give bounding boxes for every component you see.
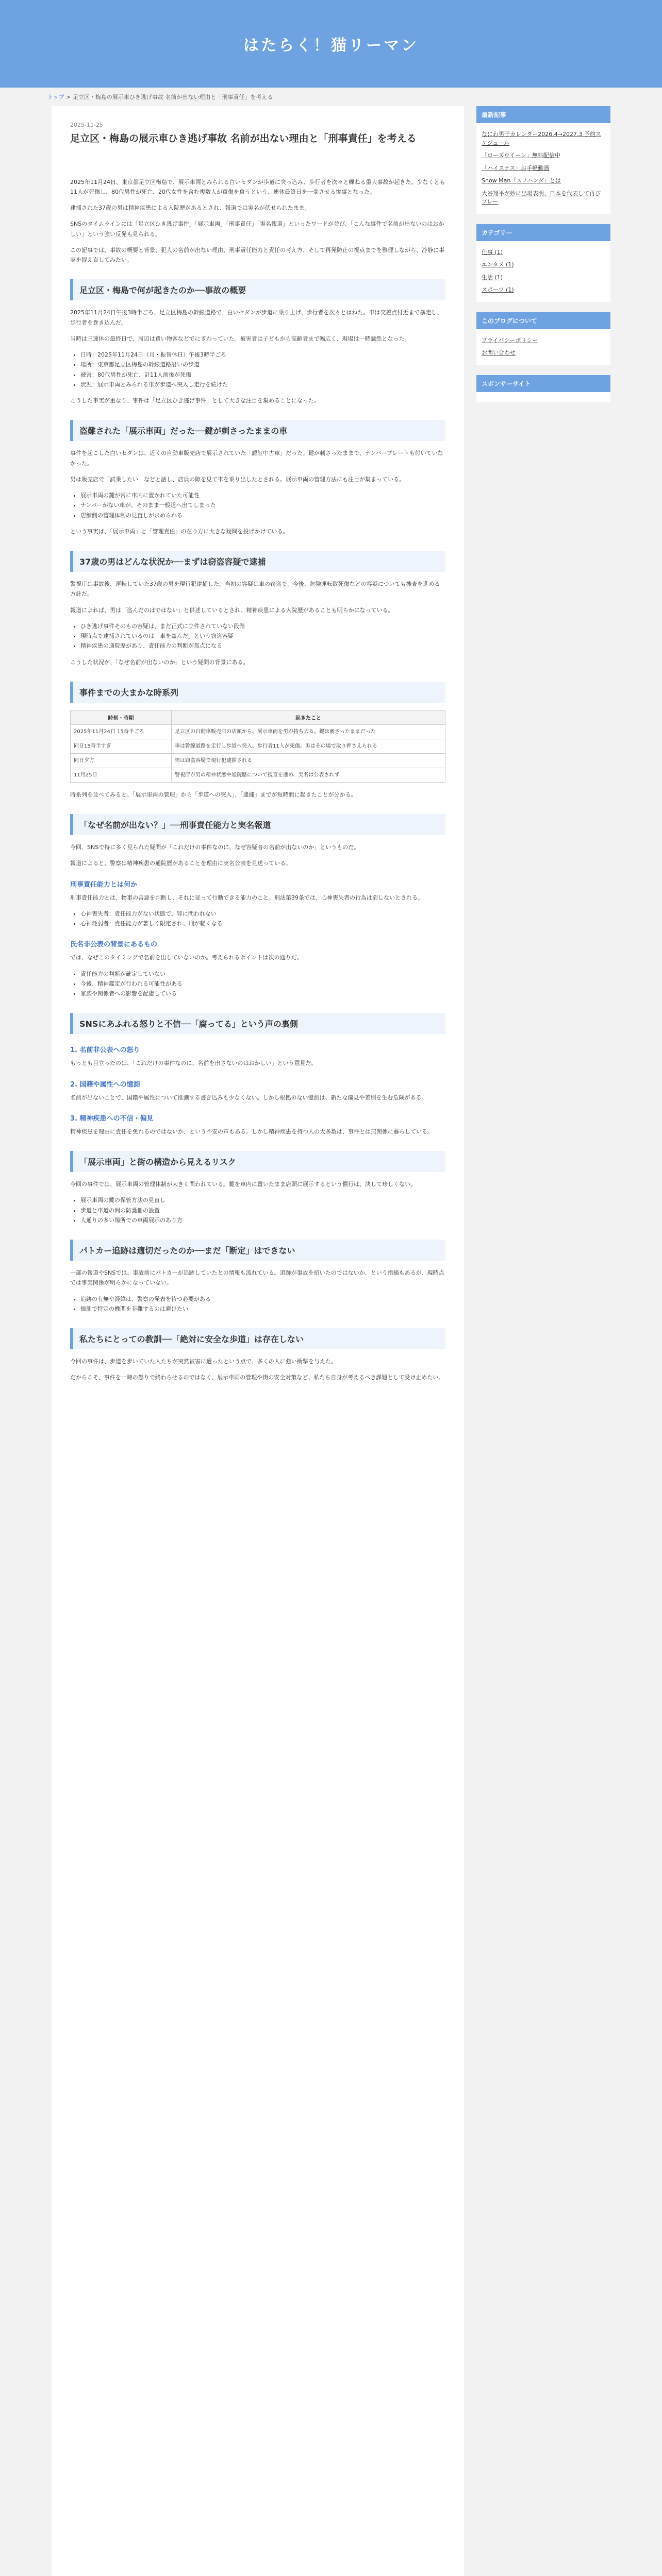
bullet-list — [80, 909, 445, 929]
category-widget — [476, 224, 610, 302]
paragraph: 時系列を並べてみると、「展示車両の管理」から「歩道への突入」、「逮捕」までが短時間に起きたことが分かる。 — [70, 791, 357, 798]
paragraph: という事実は、「展示車両」と「管理責任」の在り方に大きな疑問を投げかけている。 — [70, 528, 289, 535]
list-item: • 追跡の有無や経緯は、警察の発表を待つ必要がある — [80, 1294, 445, 1304]
breadcrumb — [47, 88, 615, 106]
paragraph: 逮捕された37歳の男は精神疾患による入院歴があるとされ、報道では実名が伏せられたまま。 — [70, 205, 310, 211]
paragraph: 一部の報道やSNSでは、事故前にパトカーが追跡していたとの情報も流れている。追跡が事故を招いたのではないか、という指摘もあるが、現時点では事実関係が明らかになっていない。 — [70, 1269, 444, 1286]
subsection-heading: 2. 国籍や属性への憶測 — [70, 1080, 140, 1089]
table-cell: 11月25日 — [71, 768, 172, 782]
table-row — [71, 753, 445, 768]
sidebar — [476, 106, 610, 2576]
article-body — [70, 279, 445, 1382]
list-item: • 憶測で特定の機関を非難するのは避けたい — [80, 1304, 445, 1314]
list-item: • 家族や関係者への影響を配慮している — [80, 989, 445, 998]
table-header-row — [71, 710, 445, 724]
subsection-heading: 1. 名前非公表への怒り — [70, 1046, 140, 1055]
list-item: • 責任能力の判断が確定していない — [80, 969, 445, 979]
subsection-heading: 3. 精神疾患への不信・偏見 — [70, 1114, 154, 1123]
table-row — [71, 724, 445, 739]
recent-posts-heading: 最新記事 — [476, 106, 610, 123]
list-item: • 心神耗弱者：責任能力が著しく限定され、刑が軽くなる — [80, 919, 445, 928]
paragraph: 刑事責任能力とは、物事の善悪を判断し、それに従って行動できる能力のこと。刑法第39条では、心神喪失者の行為は罰しないとされる。 — [70, 894, 423, 901]
list-item: • 展示車両の鍵の保管方法の見直し — [80, 1195, 445, 1205]
paragraph: 今回、SNSで特に多く見られた疑問が「これだけの事件なのに、なぜ容疑者の名前が出ないのか」というものだ。 — [70, 844, 360, 851]
breadcrumb-sep: > — [66, 94, 71, 100]
list-item: • 今後、精神鑑定が行われる可能性がある — [80, 979, 445, 989]
category-link[interactable]: エンタメ (1) — [482, 261, 514, 268]
table-cell: 2025年11月24日 15時半ごろ — [71, 724, 172, 739]
paragraph: 当時は三連休の最終日で、周辺は買い物客などでにぎわっていた。被害者は子どもから高齢者まで幅広く、現場は一時騒然となった。 — [70, 335, 410, 342]
bullet-list — [80, 1195, 445, 1225]
sponsor-heading: スポンサーサイト — [476, 375, 610, 392]
article-date: 2025-11-25 — [70, 122, 103, 128]
list-item: • 被害：80代男性が死亡、計11人前後が死傷 — [80, 370, 445, 380]
table-cell: 男は窃盗容疑で現行犯逮捕される — [172, 753, 445, 768]
section-heading: 事件までの大まかな時系列 — [70, 682, 445, 703]
paragraph: 事件を起こした白いセダンは、近くの自動車販売店で展示されていた「認証中古車」だった。鍵が刺さったままで、ナンバープレートも付いていなかった。 — [70, 450, 443, 467]
article — [52, 106, 464, 2576]
paragraph: この記事では、事故の概要と背景、犯人の名前が出ない理由、刑事責任能力と責任の考え方、そして再発防止の視点までを整理しながら、冷静に事実を捉え直してみたい。 — [70, 246, 444, 263]
bullet-list — [80, 1294, 445, 1314]
list-item: • 展示車両の鍵が常に車内に置かれていた可能性 — [80, 490, 445, 500]
table-row — [71, 739, 445, 753]
category-link[interactable]: 仕事 (1) — [482, 248, 503, 256]
paragraph: 2025年11月24日午後3時半ごろ、足立区梅島の幹線道路で、白いセダンが歩道に乗り上げ、歩行者を次々とはねた。車は交差点付近まで暴走し、歩行者を巻き込んだ。 — [70, 309, 443, 326]
recent-post-link[interactable]: 大谷翔平が妙に出場表明、日本を代表して再びプレー — [482, 190, 601, 205]
paragraph: では、なぜこのタイミングで名前を出していないのか。考えられるポイントは次の通りだ。 — [70, 954, 303, 961]
section-heading: パトカー追跡は適切だったのか──まだ「断定」はできない — [70, 1240, 445, 1261]
list-item: • ナンバーがない車が、そのまま一般道へ出てしまった — [80, 500, 445, 510]
list-item: • 場所：東京都足立区梅島の幹線道路沿いの歩道 — [80, 360, 445, 369]
bullet-list — [80, 621, 445, 651]
paragraph: 精神疾患を理由に責任を免れるのではないか、という不安の声もある。しかし精神疾患を持つ人の大多数は、事件とは無関係に暮らしている。 — [70, 1128, 433, 1135]
list-item: • ひき逃げ事件そのもの容疑は、まだ正式に立件されていない段階 — [80, 621, 445, 631]
paragraph: 報道によると、警察は精神疾患の通院歴があることを理由に実名公表を見送っている。 — [70, 860, 291, 867]
about-link[interactable]: プライバシーポリシー — [482, 336, 538, 344]
paragraph: 今回の事件では、展示車両の管理体制が大きく問われている。鍵を車内に置いたまま店頭に展示するという慣行は、決して珍しくない。 — [70, 1181, 416, 1188]
paragraph: 2025年11月24日、東京都足立区梅島で、展示車両とみられる白いセダンが歩道に突っ込み、歩行者を次々と轢ねる重大事故が起きた。少なくとも11人が死傷し、80代男性が死亡、20代女性を含む複数人が重傷を負うという、連休最終日を一変させる惨事となった。 — [70, 178, 445, 195]
category-link[interactable]: スポーツ (1) — [482, 286, 514, 293]
site-title[interactable]: はたらく！猫リーマン — [243, 37, 419, 55]
paragraph: だからこそ、事件を一時の怒りで終わらせるのではなく、展示車両の管理や街の安全対策など、私たち自身が考えるべき課題として受け止めたい。 — [70, 1374, 444, 1381]
table-cell: 同日15時半すぎ — [71, 739, 172, 753]
bullet-list — [80, 490, 445, 520]
recent-post-link[interactable]: Snow Man「スノハンダ」とは — [482, 177, 561, 184]
list-item: • 店舗側の管理体制の見直しが求められる — [80, 511, 445, 520]
recent-post-link[interactable]: 「ハイステス」お手軽動画 — [482, 164, 550, 172]
paragraph: 今回の事件は、歩道を歩いていた人たちが突然被害に遭ったという点で、多くの人に強い衝撃を与えた。 — [70, 1358, 337, 1365]
bullet-list — [80, 969, 445, 999]
paragraph: 報道によれば、男は「盗んだのはではない」と供述しているとされ、精神疾患による入院歴があることも明らかになっている。 — [70, 606, 394, 614]
article-title: 足立区・梅島の展示車ひき逃げ事故 名前が出ない理由と「刑事責任」を考える — [70, 133, 417, 144]
recent-post-link[interactable]: 「ローズウイーン」無料配信中 — [482, 152, 560, 159]
subsection-heading: 氏名非公表の背景にあるもの — [70, 941, 158, 949]
bullet-list — [80, 350, 445, 389]
table-cell: 足立区の自動車販売店の店頭から、展示車両を男が持ち去る。鍵は刺さったままだった — [172, 724, 445, 739]
section-heading: 私たちにとっての教訓──「絶対に安全な歩道」は存在しない — [70, 1328, 445, 1349]
list-item: • 心神喪失者：責任能力がない状態で、罪に問われない — [80, 909, 445, 919]
table-cell: 同日夕方 — [71, 753, 172, 768]
section-heading: SNSにあふれる怒りと不信──「腐ってる」という声の裏側 — [70, 1013, 445, 1034]
about-heading: このブログについて — [476, 312, 610, 329]
category-link[interactable]: 生活 (1) — [482, 274, 503, 281]
table-header: 時刻・時期 — [71, 710, 172, 724]
subsection-heading: 刑事責任能力とは何か — [70, 880, 138, 889]
table-cell: 車は幹線道路を走行し歩道へ突入。歩行者11人が死傷。男はその場で取り押さえられる — [172, 739, 445, 753]
paragraph: SNSのタイムラインには「足立区ひき逃げ事件」「展示車両」「刑事責任」「実名報道」といったワードが並び、「こんな事件で名前が出ないのはおかしい」という強い反発も見られる。 — [70, 221, 444, 238]
about-list — [476, 334, 610, 360]
breadcrumb-home[interactable]: トップ — [47, 94, 64, 100]
category-list — [476, 246, 610, 297]
article-intro — [70, 177, 445, 265]
table-row — [71, 768, 445, 782]
sponsor-widget — [476, 375, 610, 402]
list-item: • 日時：2025年11月24日（月・振替休日）午後3時半ごろ — [80, 350, 445, 360]
list-item: • 状況：展示車両とみられる車が歩道へ突入し走行を続けた — [80, 380, 445, 389]
list-item: • 人通りの多い場所での車両展示のあり方 — [80, 1215, 445, 1225]
recent-posts-widget — [476, 106, 610, 214]
section-heading: 「展示車両」と街の構造から見えるリスク — [70, 1151, 445, 1172]
section-heading: 37歳の男はどんな状況か──まずは窃盗容疑で逮捕 — [70, 551, 445, 572]
list-item: • 精神疾患の通院歴があり、責任能力の判断が焦点になる — [80, 641, 445, 651]
recent-posts-list — [476, 128, 610, 209]
about-widget — [476, 312, 610, 365]
section-heading: 足立区・梅島で何が起きたのか──事故の概要 — [70, 279, 445, 300]
paragraph: こうした事実が重なり、事件は「足立区ひき逃げ事件」として大きな注目を集めることになった。 — [70, 397, 320, 404]
paragraph: 男は販売店で「試乗したい」などと話し、店員の隙を見て車を乗り出したとされる。展示車両の管理方法にも注目が集まっている。 — [70, 476, 405, 483]
category-heading: カテゴリー — [476, 224, 610, 241]
breadcrumb-current: 足立区・梅島の展示車ひき逃げ事故 名前が出ない理由と「刑事責任」を考える — [72, 94, 273, 100]
section-heading: 「なぜ名前が出ない？」──刑事責任能力と実名報道 — [70, 814, 445, 835]
site-header — [0, 0, 662, 88]
list-item: • 現時点で逮捕されているのは「車を盗んだ」という窃盗容疑 — [80, 631, 445, 641]
paragraph: 名前が出ないことで、国籍や属性について推測する書き込みも少なくない。しかし根拠のない憶測は、新たな偏見や差別を生む危険がある。 — [70, 1094, 427, 1101]
table-header: 起きたこと — [172, 710, 445, 724]
paragraph: 警視庁は事故後、運転していた37歳の男を現行犯逮捕した。当初の容疑は車の窃盗で、今後、危険運転致死傷などの容疑についても捜査を進める方針だ。 — [70, 581, 440, 598]
about-link[interactable]: お問い合わせ — [482, 349, 516, 356]
paragraph: もっとも目立ったのは、「これだけの事件なのに、名前を出さないのはおかしい」という意見だ。 — [70, 1060, 317, 1067]
paragraph: こうした状況が、「なぜ名前が出ないのか」という疑問の背景にある。 — [70, 658, 249, 666]
timeline-table — [70, 710, 445, 783]
section-heading: 盗難された「展示車両」だった──鍵が刺さったままの車 — [70, 420, 445, 441]
recent-post-link[interactable]: なにわ男子カレンダー2026.4→2027.3 予約スケジュール — [482, 131, 601, 146]
list-item: • 歩道と車道の間の防護柵の設置 — [80, 1206, 445, 1215]
table-cell: 警視庁が男の精神状態や通院歴について捜査を進め、実名は公表されず — [172, 768, 445, 782]
